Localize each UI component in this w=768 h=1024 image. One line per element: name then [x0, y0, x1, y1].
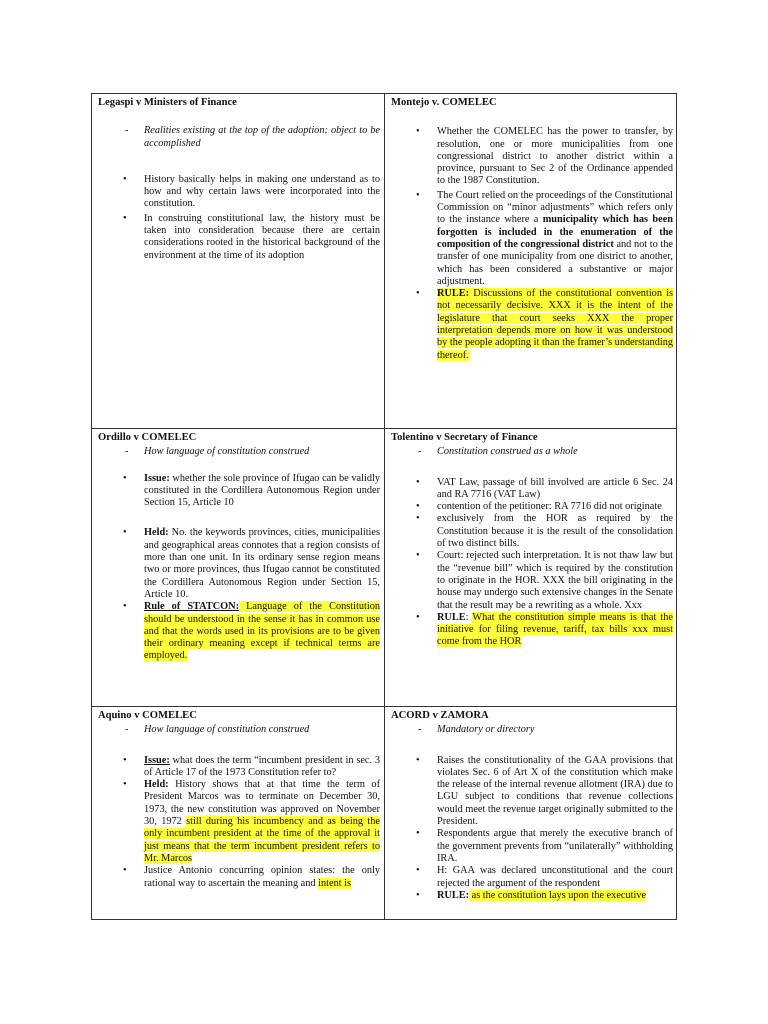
bullet-icon: •: [123, 601, 127, 613]
bullet-icon: •: [123, 865, 127, 877]
bullet-icon: •: [416, 754, 420, 766]
table-row: [92, 706, 676, 919]
bullet-icon: •: [416, 865, 420, 877]
case-cell-legaspi: [92, 94, 384, 428]
rule-item: • RULE: What the constitution simple means is that the initiative for filing revenue, tariff, tax bills xxx must come from the HOR: [416, 611, 674, 648]
case-cell-acord: [385, 707, 677, 919]
rule-item: • RULE: as the constitution lays upon the executive: [416, 889, 647, 901]
bullet-icon: •: [123, 754, 127, 766]
table-row: [92, 428, 676, 706]
bullet-icon: •: [416, 189, 420, 201]
bullet-icon: •: [416, 501, 420, 513]
bullet-item: • Court: rejected such interpretation. It is not thaw law but the “revenue bill” which is required by the constitution to originate in the HOR. XXX the bill originating in the house may undergo such extensive changes in the Senate that the result may be a rewriting as a whole. Xxx: [416, 550, 673, 611]
dash-marker: -: [125, 125, 129, 137]
bullet-item: • Held: History shows that at that time the term of President Marcos was to terminate on December 30, 1973, the new constitution was approved on November 30, 1972 still during his incumbency and as being the only incumbent president at the time of the approval it just means that the term incumbent president refers to Mr. Marcos: [123, 779, 380, 864]
case-note: - Constitution construed as a whole: [418, 446, 578, 458]
case-cell-ordillo: [92, 429, 384, 706]
dash-marker: -: [418, 446, 422, 458]
bullet-item: • Issue: what does the term “incumbent president in sec. 3 of Article 17 of the 1973 Constitution refer to?: [123, 754, 380, 778]
bullet-icon: •: [416, 126, 420, 138]
case-title: ACORD v ZAMORA: [391, 710, 489, 721]
bullet-item: • The Court relied on the proceedings of the Constitutional Commission on “minor adjustments” which refers only to the instance where a municipality which has been forgotten is included in the enumeration of the composition of the congressional district and not to the transfer of one municipality from one district to another, which has been considered a substantive or major adjustment.: [416, 189, 673, 287]
case-title: Legaspi v Ministers of Finance: [98, 97, 237, 108]
bullet-icon: •: [416, 476, 420, 488]
bullet-icon: •: [416, 611, 420, 623]
case-cell-montejo: [385, 94, 677, 428]
bullet-item: • History basically helps in making one understand as to how and why certain laws were incorporated into the constitution.: [123, 173, 380, 210]
case-title: Aquino v COMELEC: [98, 710, 197, 721]
bullet-icon: •: [416, 889, 420, 901]
bullet-icon: •: [123, 212, 127, 224]
rule-item: • Rule of STATCON: Language of the Constitution should be understood in the sense it has in common use and that the words used in its provisions are to be given their ordinary meaning except if technical terms are employed.: [123, 601, 380, 662]
case-note: - Realities existing at the top of the adoption; object to be accomplished: [125, 125, 380, 149]
case-digest-table: [91, 93, 677, 920]
case-title: Tolentino v Secretary of Finance: [391, 432, 538, 443]
case-note: - How language of constitution construed: [125, 724, 310, 736]
bullet-item: • Respondents argue that merely the executive branch of the government prevents from “unilaterally” withholding IRA.: [416, 828, 673, 864]
bullet-item: • Issue: whether the sole province of Ifugao can be validly constituted in the Cordillera Autonomous Region under Section 15, Article 10: [123, 472, 380, 509]
bullet-item: • Held: No. the keywords provinces, cities, municipalities and geographical areas connotes that a region consists of more than one unit. In its ordinary sense region means two or more provinces, thus Ifugao cannot be constituted the Cordillera Autonomous Region under Section 15, Article 10.: [123, 527, 380, 600]
case-title: Montejo v. COMELEC: [391, 97, 497, 108]
bullet-icon: •: [416, 513, 420, 525]
bullet-icon: •: [123, 779, 127, 791]
bullet-icon: •: [416, 550, 420, 562]
bullet-icon: •: [123, 527, 127, 539]
case-note: - How language of constitution construed: [125, 446, 310, 458]
bullet-icon: •: [123, 472, 127, 484]
bullet-icon: •: [416, 828, 420, 840]
bullet-item: • Whether the COMELEC has the power to transfer, by resolution, one or more municipalities from one congressional district to another district within a province, pursuant to Sec 2 of the Ordinance appended to the 1987 Constitution.: [416, 126, 673, 187]
dash-marker: -: [125, 724, 129, 736]
bullet-icon: •: [416, 288, 420, 300]
bullet-item: • exclusively from the HOR as required by the Constitution because it is the result of the consolidation of two distinct bills.: [416, 513, 673, 550]
bullet-item: • In construing constitutional law, the history must be taken into consideration because there are certain considerations rooted in the historical background of the environment at the time of its adoption: [123, 212, 380, 261]
dash-marker: -: [125, 446, 129, 458]
bullet-item: • Justice Antonio concurring opinion states: the only rational way to ascertain the meaning and intent is: [123, 865, 380, 889]
case-title: Ordillo v COMELEC: [98, 432, 197, 443]
case-note: - Mandatory or directory: [418, 724, 535, 736]
bullet-item: • contention of the petitioner: RA 7716 did not originate: [416, 501, 662, 513]
bullet-item: • Raises the constitutionality of the GAA provisions that violates Sec. 6 of Art X of the constitution which make the release of the internal revenue allotment (IRA) due to LGU subject to conditions that revenue collections would meet the revenue target originally submitted to the President.: [416, 754, 674, 828]
rule-item: • RULE: Discussions of the constitutional convention is not necessarily decisive. XXX it is the intent of the legislature that court seeks XXX the proper interpretation depends more on how it was understood by the people adopting it than the framer’s understanding thereof.: [416, 288, 674, 361]
bullet-icon: •: [123, 173, 127, 185]
table-row: [92, 94, 676, 428]
bullet-item: • H: GAA was declared unconstitutional and the court rejected the argument of the respondent: [416, 865, 673, 889]
case-cell-tolentino: [385, 429, 677, 706]
dash-marker: -: [418, 724, 422, 736]
case-cell-aquino: [92, 707, 384, 919]
bullet-item: • VAT Law, passage of bill involved are article 6 Sec. 24 and RA 7716 (VAT Law): [416, 476, 673, 500]
